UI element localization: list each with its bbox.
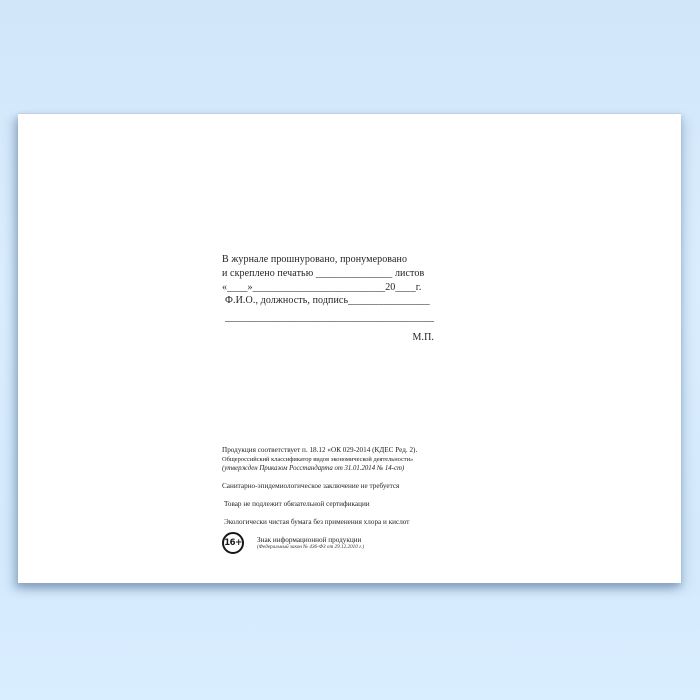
seal-placeholder-label: М.П. — [412, 331, 434, 343]
info-sign-title: Знак информационной продукции — [257, 535, 362, 544]
certification-statement: Товар не подлежит обязательной сертификации — [224, 500, 370, 508]
info-sign-text — [257, 536, 364, 551]
signature-blank-line: _________________________________________ — [225, 312, 435, 324]
binding-line-1: В журнале прошнуровано, пронумеровано — [222, 254, 408, 265]
product-compliance-line-2: Общероссийский классификатор видов экономической деятельности» — [222, 456, 414, 463]
binding-line-4-signature: Ф.И.О., должность, подпись________________ — [225, 295, 430, 307]
binding-certification-block — [222, 253, 438, 345]
journal-back-page — [18, 113, 681, 583]
info-sign-law-reference: (Федеральный закон № 436-ФЗ от 29.12.2010 г.) — [257, 543, 365, 550]
binding-line-3-date: «____»__________________________20____г. — [222, 281, 422, 293]
product-compliance-line-3: (утвержден Приказом Росстандарта от 31.01.2014 № 14-ст) — [222, 465, 405, 472]
eco-paper-statement: Экологически чистая бумага без применения хлора и кислот — [224, 518, 410, 526]
age-rating-16-icon: 16+ — [222, 532, 244, 554]
info-product-sign-row — [222, 532, 462, 554]
binding-line-2: и скреплено печатью _______________ листов — [222, 267, 425, 279]
compliance-block — [222, 446, 462, 554]
sanitary-statement: Санитарно-эпидемиологическое заключение не требуется — [222, 482, 400, 490]
product-compliance-line-1: Продукция соответствует п. 18.12 «ОК 029-2014 (КДЕС Ред. 2). — [222, 446, 418, 454]
